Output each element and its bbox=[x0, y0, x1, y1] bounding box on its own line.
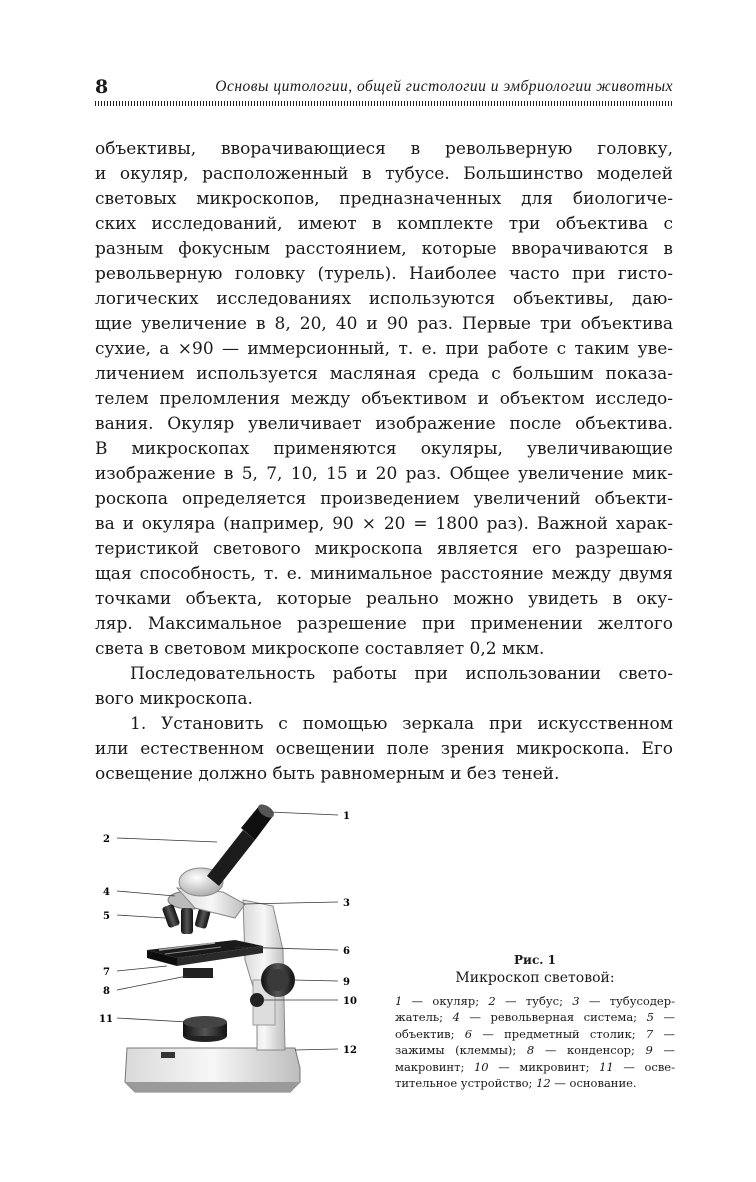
legend-number: 5 bbox=[646, 1010, 654, 1025]
body-text bbox=[95, 137, 673, 787]
legend-number: 12 bbox=[536, 1076, 551, 1091]
text-line: 1. Установить с помощью зеркала при искусственном bbox=[130, 714, 673, 734]
legend-number: 3 bbox=[572, 994, 580, 1008]
legend-text: — предметный столик; bbox=[472, 1026, 646, 1041]
legend-number: 9 bbox=[645, 1043, 653, 1058]
caption-title: Рис. 1 bbox=[514, 953, 556, 967]
microscope-base bbox=[125, 1048, 300, 1092]
fig-label-8: 8 bbox=[103, 986, 110, 997]
fig-label-11: 11 bbox=[99, 1014, 113, 1025]
legend-number: 2 bbox=[488, 994, 496, 1008]
leader-lines bbox=[117, 812, 338, 1050]
microscope-illustration bbox=[95, 800, 395, 1105]
text-line: точками объекта, которые реально можно увидеть в оку- bbox=[95, 589, 673, 609]
microscope-figure bbox=[95, 800, 395, 1105]
legend-text: — конденсор; bbox=[534, 1043, 646, 1058]
text-line: роскопа определяется произведением увеличений объекти- bbox=[95, 489, 673, 509]
legend-text: — bbox=[653, 1010, 676, 1025]
caption-legend bbox=[395, 993, 675, 1091]
text-line: ских исследований, имеют в комплекте три объектива с bbox=[95, 214, 673, 234]
text-line: вого микроскопа. bbox=[95, 689, 253, 709]
legend-line bbox=[395, 1009, 675, 1025]
legend-number: 8 bbox=[526, 1043, 535, 1058]
text-line: световых микроскопов, предназначенных для биологиче- bbox=[95, 189, 673, 209]
legend-text: макровинт; bbox=[395, 1059, 474, 1074]
micro-knob bbox=[250, 993, 264, 1007]
text-line: В микроскопах применяются окуляры, увеличивающие bbox=[95, 439, 673, 459]
legend-number: 10 bbox=[473, 1059, 489, 1074]
macro-knob bbox=[261, 963, 295, 997]
legend-line bbox=[395, 1042, 675, 1058]
text-line: револьверную головку (турель). Наиболее часто при гисто- bbox=[95, 264, 673, 284]
legend-line bbox=[395, 993, 675, 1009]
legend-number: 11 bbox=[599, 1059, 614, 1074]
legend-number: 1 bbox=[395, 994, 403, 1008]
legend-text: — микровинт; bbox=[488, 1059, 600, 1074]
text-line: Последовательность работы при использовании свето- bbox=[130, 664, 673, 684]
legend-number: 4 bbox=[452, 1010, 460, 1025]
legend-text: объектив; bbox=[395, 1026, 465, 1041]
text-line: личением используется масляная среда с большим показа- bbox=[95, 364, 673, 384]
text-line: освещение должно быть равномерным и без теней. bbox=[95, 764, 560, 784]
fig-label-12: 12 bbox=[343, 1045, 357, 1056]
fig-label-4: 4 bbox=[103, 887, 110, 898]
legend-text: — bbox=[653, 1026, 676, 1041]
legend-text: — тубусодер- bbox=[579, 994, 675, 1008]
caption-subtitle: Микроскоп световой: bbox=[455, 970, 615, 986]
running-title: Основы цитологии, общей гистологии и эмбриологии животных bbox=[215, 78, 673, 95]
text-line: телем преломления между объективом и объектом исследо- bbox=[95, 389, 673, 409]
text-line: разным фокусным расстоянием, которые вворачиваются в bbox=[95, 239, 673, 259]
fig-label-2: 2 bbox=[103, 834, 110, 845]
header-rule bbox=[95, 101, 673, 106]
fig-label-5: 5 bbox=[103, 911, 110, 922]
fig-label-9: 9 bbox=[343, 977, 350, 988]
text-line: или естественном освещении поле зрения микроскопа. Его bbox=[95, 739, 673, 759]
fig-label-6: 6 bbox=[343, 946, 350, 957]
legend-line bbox=[395, 1059, 675, 1075]
text-line: логических исследованиях используются объективы, даю- bbox=[95, 289, 673, 309]
text-line: щие увеличение в 8, 20, 40 и 90 раз. Первые три объектива bbox=[95, 314, 673, 334]
legend-text: — bbox=[652, 1043, 675, 1058]
fig-label-1: 1 bbox=[343, 811, 350, 822]
fig-label-10: 10 bbox=[343, 996, 357, 1007]
page-header bbox=[95, 76, 673, 98]
legend-text: жатель; bbox=[395, 1010, 453, 1025]
fig-label-7: 7 bbox=[103, 967, 110, 978]
text-line: изображение в 5, 7, 10, 15 и 20 раз. Общее увеличение мик- bbox=[95, 464, 673, 484]
legend-number: 6 bbox=[464, 1026, 473, 1041]
legend-number: 7 bbox=[645, 1026, 654, 1041]
legend-text: — револьверная система; bbox=[459, 1010, 647, 1025]
tube bbox=[207, 830, 255, 886]
legend-line bbox=[395, 1026, 675, 1042]
text-line: света в световом микроскопе составляет 0,2 мкм. bbox=[95, 639, 545, 659]
text-line: ва и окуляра (например, 90 × 20 = 1800 раз). Важной харак- bbox=[95, 514, 673, 534]
legend-text: тительное устройство; bbox=[395, 1076, 537, 1091]
text-line: сухие, а ×90 — иммерсионный, т. е. при работе с таким уве- bbox=[95, 339, 673, 359]
page-number: 8 bbox=[95, 76, 109, 98]
illuminator bbox=[183, 1016, 227, 1042]
legend-text: — осве- bbox=[613, 1059, 675, 1074]
legend-text: — тубус; bbox=[495, 994, 573, 1008]
text-line: и окуляр, расположенный в тубусе. Большинство моделей bbox=[95, 164, 673, 184]
fig-label-3: 3 bbox=[343, 898, 350, 909]
text-line: щая способность, т. е. минимальное расстояние между двумя bbox=[95, 564, 673, 584]
text-line: теристикой светового микроскопа является его разрешаю- bbox=[95, 539, 673, 559]
legend-text: — основание. bbox=[550, 1076, 637, 1091]
legend-text: — окуляр; bbox=[402, 994, 489, 1008]
text-line: вания. Окуляр увеличивает изображение после объектива. bbox=[95, 414, 673, 434]
text-line: ляр. Максимальное разрешение при применении желтого bbox=[95, 614, 673, 634]
condenser bbox=[183, 968, 213, 978]
legend-text: зажимы (клеммы); bbox=[395, 1043, 527, 1058]
figure-caption bbox=[395, 952, 675, 1091]
legend-line bbox=[395, 1075, 675, 1091]
text-line: объективы, вворачивающиеся в револьверную головку, bbox=[95, 139, 673, 159]
